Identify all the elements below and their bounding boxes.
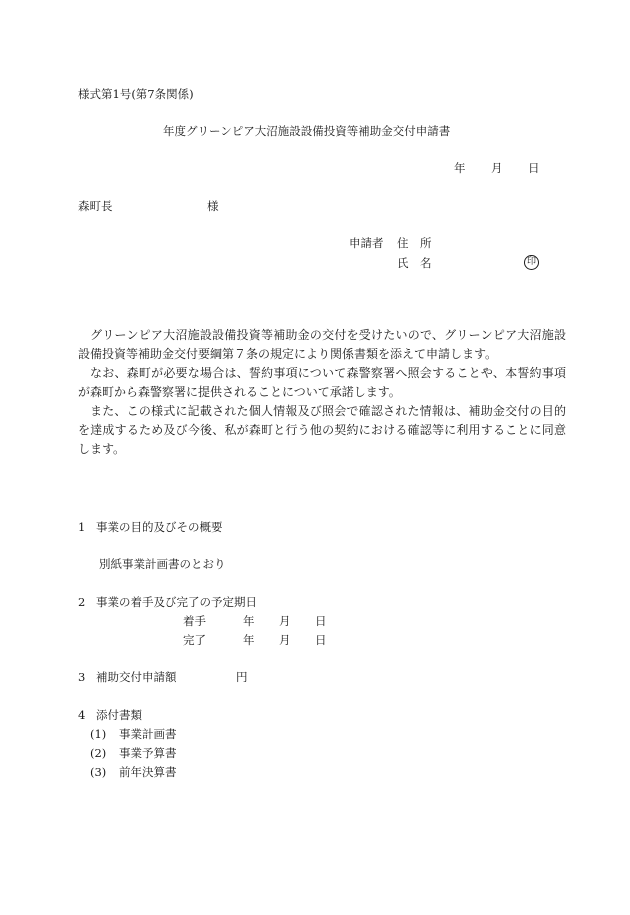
applicant-label: 申請者: [349, 236, 384, 250]
attachment-1-label: 事業計画書: [119, 727, 177, 741]
attachment-1-number: (1): [90, 727, 107, 741]
seal-mark: 印: [524, 255, 539, 270]
attachment-3-label: 前年決算書: [119, 765, 177, 779]
start-year-label: 年: [243, 614, 255, 628]
document-title: 年度グリーンピア大沼施設設備投資等補助金交付申請書: [163, 124, 451, 138]
item1-label: 事業の目的及びその概要: [96, 520, 223, 534]
start-date-label: 着手: [183, 614, 206, 628]
statement-paragraph-3: また、この様式に記載された個人情報及び照会で確認された情報は、補助金交付の目的を達成するため及び今後、私が森町と行う他の契約における確認等に利用することに同意します。: [78, 404, 566, 456]
item3-label: 補助交付申請額: [96, 670, 177, 684]
applicant-address-label: 住 所: [397, 236, 432, 250]
end-month-label: 月: [279, 633, 291, 647]
application-statement: [78, 326, 566, 459]
attachment-3-number: (3): [90, 765, 107, 779]
attachment-2-number: (2): [90, 746, 107, 760]
item3-number: 3: [78, 670, 86, 684]
form-number: 様式第1号(第7条関係): [78, 87, 194, 101]
statement-paragraph-1: グリーンピア大沼施設設備投資等補助金の交付を受けたいので、グリーンピア大沼施設設備投資等補助金交付要綱第７条の規定により関係書類を添えて申請します。: [78, 328, 566, 361]
item4-number: 4: [78, 708, 86, 722]
attachment-2-label: 事業予算書: [119, 746, 177, 760]
start-month-label: 月: [279, 614, 291, 628]
item2-number: 2: [78, 595, 86, 609]
item3-unit: 円: [236, 670, 248, 684]
end-year-label: 年: [243, 633, 255, 647]
end-day-label: 日: [315, 633, 327, 647]
addressee-name: 森町長: [78, 199, 113, 213]
date-day-label: 日: [528, 161, 540, 175]
date-month-label: 月: [491, 161, 503, 175]
date-year-label: 年: [454, 161, 466, 175]
applicant-name-label: 氏 名: [397, 256, 432, 270]
end-date-label: 完了: [183, 633, 206, 647]
start-day-label: 日: [315, 614, 327, 628]
item1-number: 1: [78, 520, 86, 534]
item2-label: 事業の着手及び完了の予定期日: [96, 595, 257, 609]
statement-paragraph-2: なお、森町が必要な場合は、誓約事項について森警察署へ照会することや、本誓約事項が森町から森警察署に提供されることについて承諾します。: [78, 366, 566, 399]
addressee-honorific: 様: [207, 199, 219, 213]
item4-label: 添付書類: [96, 708, 142, 722]
item1-content: 別紙事業計画書のとおり: [99, 557, 226, 571]
